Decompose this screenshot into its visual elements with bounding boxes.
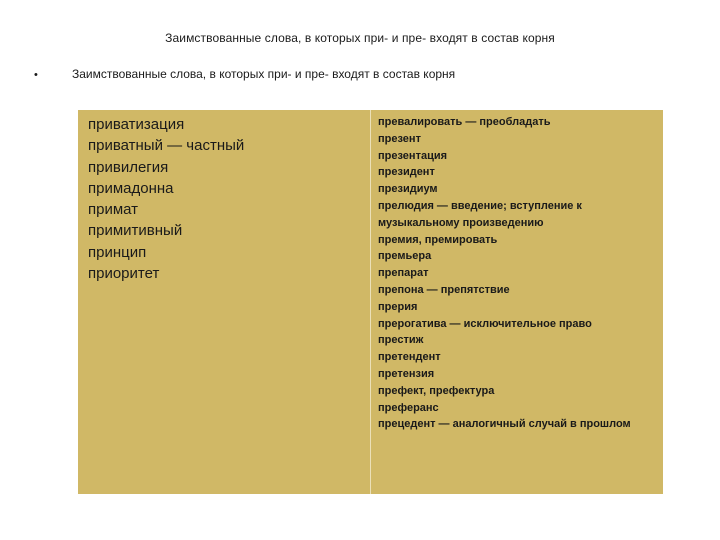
- bullet-marker: •: [34, 69, 38, 81]
- list-item: приватный — частный: [88, 137, 245, 155]
- list-item: префект, префектура: [378, 384, 495, 397]
- list-item: престиж: [378, 334, 424, 347]
- bullet-text: Заимствованные слова, в которых при- и пре- входят в состав корня: [72, 67, 456, 81]
- list-item: президент: [378, 166, 435, 179]
- word-table: [78, 110, 663, 494]
- list-item: превалировать — преобладать: [378, 116, 551, 128]
- list-item: преферанс: [378, 401, 439, 414]
- list-item: президиум: [378, 183, 438, 196]
- list-item: прелюдия — введение; вступление к музыкальному произведению: [378, 199, 582, 229]
- list-item: премьера: [378, 250, 432, 263]
- list-item: прецедент — аналогичный случай в прошлом: [378, 418, 631, 431]
- list-item: претендент: [378, 351, 441, 364]
- list-item: примадонна: [88, 179, 174, 197]
- list-item: прерогатива — исключительное право: [378, 317, 592, 330]
- slide-title: Заимствованные слова, в которых при- и пре- входят в состав корня: [165, 31, 555, 45]
- pri-words-column: [78, 110, 371, 494]
- list-item: презент: [378, 132, 421, 145]
- pre-words-column: [371, 110, 663, 494]
- bullet-item: [34, 67, 674, 81]
- list-item: претензия: [378, 367, 435, 380]
- list-item: прерия: [378, 300, 418, 313]
- list-item: привилегия: [88, 158, 169, 176]
- list-item: приоритет: [88, 265, 160, 283]
- list-item: препарат: [378, 267, 429, 280]
- list-item: примат: [88, 201, 139, 219]
- list-item: приватизация: [88, 116, 185, 133]
- list-item: препона — препятствие: [378, 283, 510, 296]
- list-item: принцип: [88, 243, 147, 261]
- list-item: презентация: [378, 149, 448, 162]
- list-item: примитивный: [88, 222, 183, 240]
- list-item: премия, премировать: [378, 233, 498, 246]
